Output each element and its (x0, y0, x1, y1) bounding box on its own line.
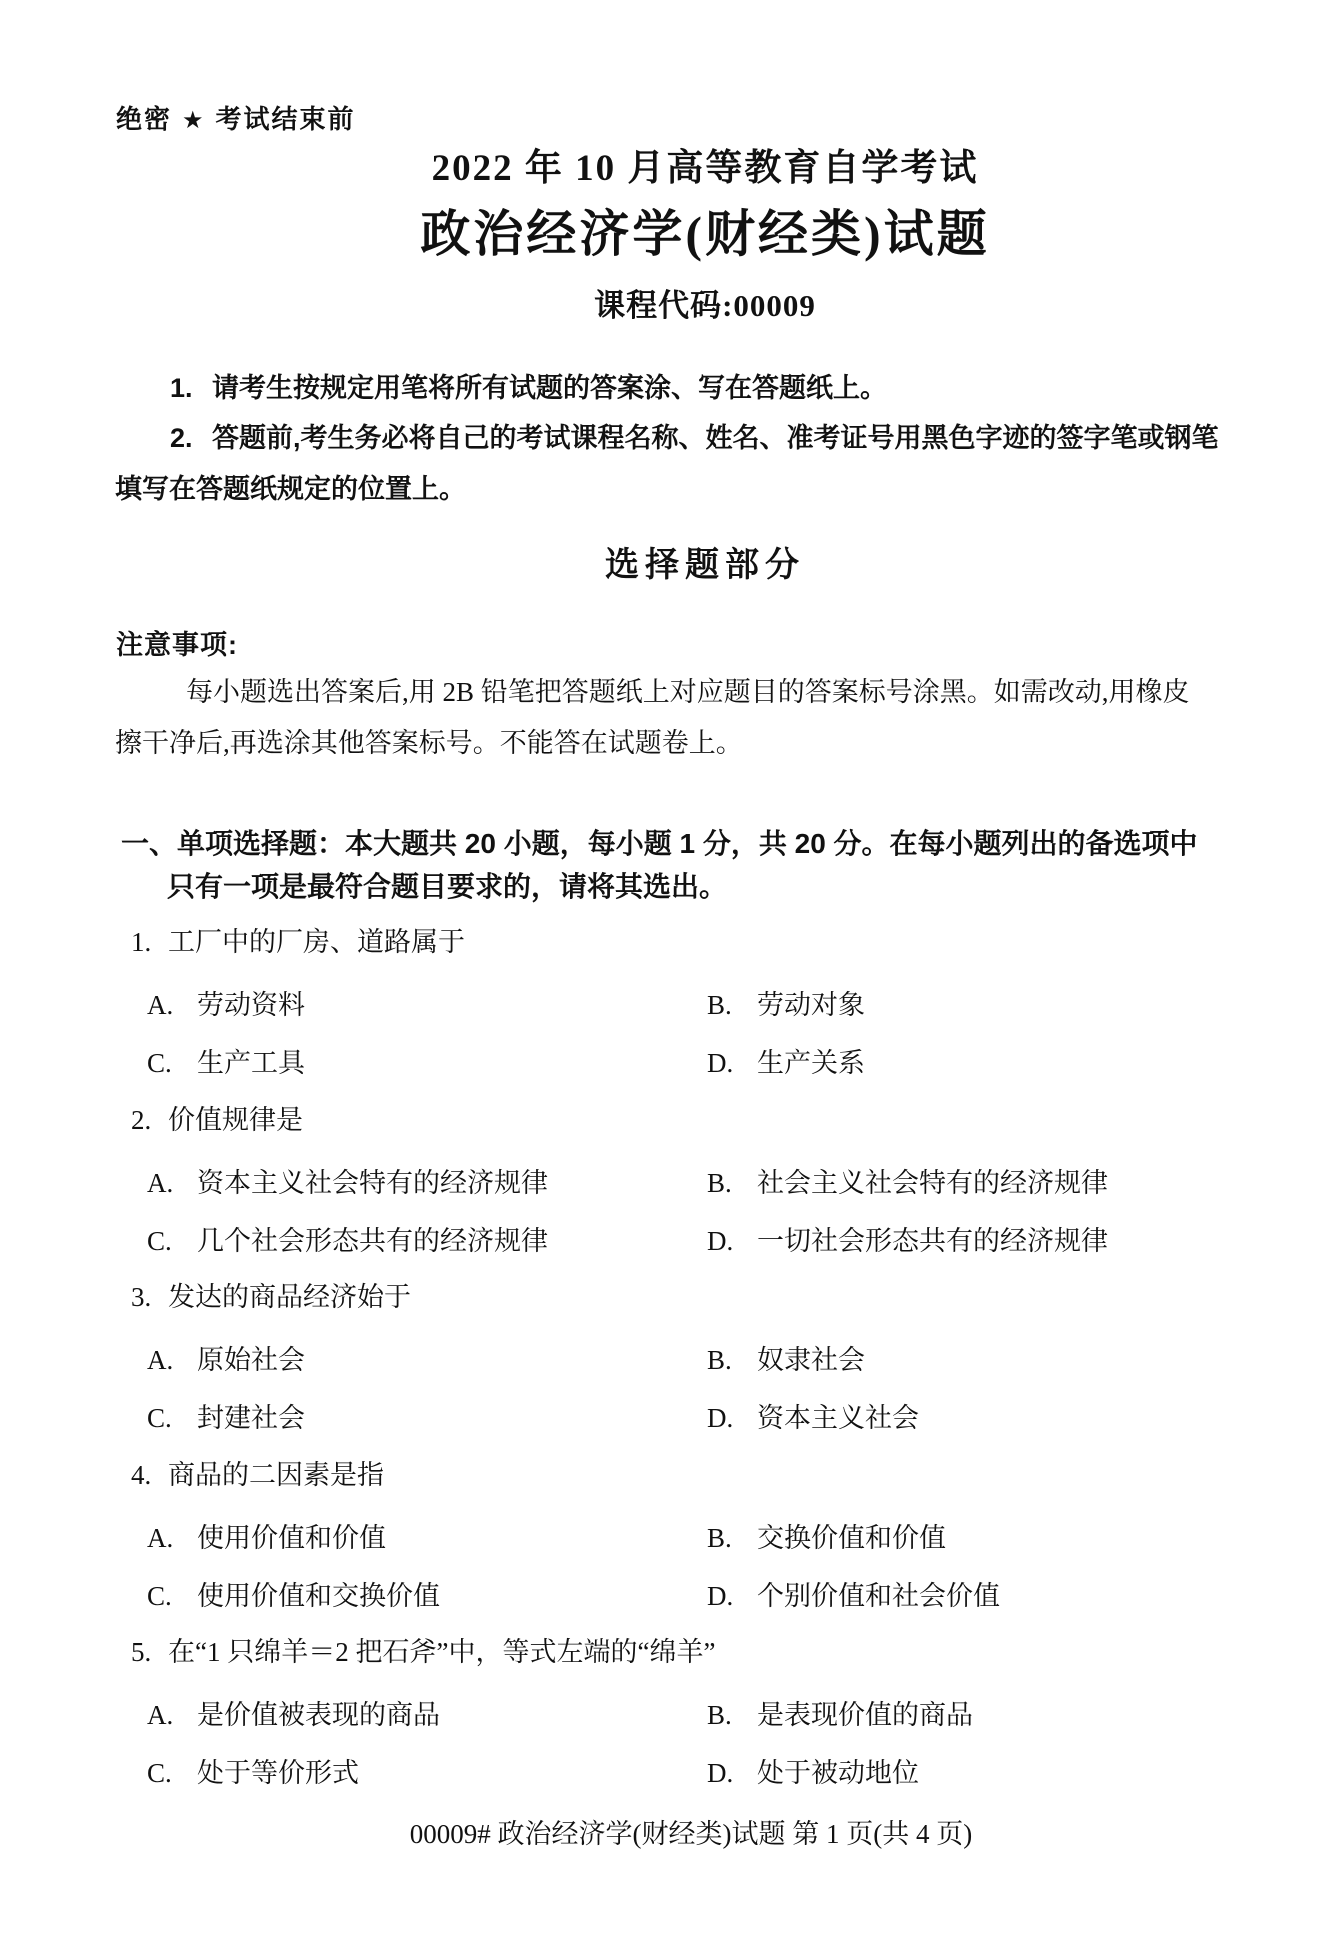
option-a (147, 989, 305, 1023)
option-label: A. (147, 990, 174, 1020)
option-row (0, 1047, 1340, 1087)
instruction-2-number: 2. (170, 423, 193, 453)
option-d (707, 1225, 1108, 1259)
question-stem (131, 926, 465, 960)
question-text: 价值规律是 (168, 1105, 303, 1135)
option-a (147, 1344, 305, 1378)
exam-session-title: 2022 年 10 月高等教育自学考试 (431, 148, 979, 189)
option-label: C. (147, 1403, 172, 1433)
question-stem (131, 1104, 303, 1138)
security-suffix: 考试结束前 (215, 104, 356, 134)
option-c (147, 1580, 440, 1614)
option-c (147, 1402, 305, 1436)
paper-title: 政治经济学(财经类)试题 (420, 206, 990, 262)
option-d (707, 1580, 1000, 1614)
question-stem (131, 1636, 715, 1670)
option-row (0, 1225, 1340, 1265)
option-label: C. (147, 1581, 172, 1611)
option-b (707, 1167, 1108, 1201)
option-text: 处于被动地位 (757, 1758, 919, 1788)
option-label: D. (707, 1226, 734, 1256)
option-text: 生产关系 (757, 1048, 865, 1078)
option-a (147, 1522, 386, 1556)
option-label: A. (147, 1523, 174, 1553)
instruction-1-number: 1. (170, 373, 193, 403)
notes-line-1: 每小题选出答案后,用 2B 铅笔把答题纸上对应题目的答案标号涂黑。如需改动,用橡皮 (186, 677, 1190, 707)
option-text: 使用价值和价值 (197, 1523, 386, 1553)
question-4 (0, 1459, 1340, 1637)
option-label: B. (707, 990, 732, 1020)
option-text: 劳动资料 (197, 990, 305, 1020)
star-icon: ★ (182, 107, 206, 134)
section-title: 选择题部分 (605, 546, 805, 584)
option-c (147, 1757, 359, 1791)
option-label: C. (147, 1226, 172, 1256)
option-row (0, 1402, 1340, 1442)
question-text: 商品的二因素是指 (168, 1460, 384, 1490)
question-number: 3. (131, 1282, 152, 1312)
question-3 (0, 1281, 1340, 1459)
option-row (0, 1344, 1340, 1384)
option-text: 个别价值和社会价值 (757, 1581, 1000, 1611)
option-a (147, 1699, 440, 1733)
option-label: D. (707, 1758, 734, 1788)
instruction-2-text-line-1: 答题前,考生务必将自己的考试课程名称、姓名、准考证号用黑色字迹的签字笔或钢笔 (212, 423, 1219, 453)
option-label: A. (147, 1168, 174, 1198)
option-d (707, 1402, 919, 1436)
option-row (0, 1757, 1340, 1797)
option-b (707, 1344, 865, 1378)
question-number: 4. (131, 1460, 152, 1490)
course-code: 课程代码:00009 (594, 288, 816, 323)
option-d (707, 1757, 919, 1791)
option-label: C. (147, 1048, 172, 1078)
option-text: 交换价值和价值 (757, 1523, 946, 1553)
instruction-item-1 (170, 372, 887, 406)
notes-line-2: 擦干净后,再选涂其他答案标号。不能答在试题卷上。 (115, 728, 743, 758)
instruction-item-2-line-2: 填写在答题纸规定的位置上。 (115, 474, 466, 504)
option-b (707, 1522, 946, 1556)
security-label: 绝密 (116, 104, 173, 134)
option-text: 是表现价值的商品 (757, 1700, 973, 1730)
option-c (147, 1047, 305, 1081)
part-one-heading-line-1: 一、单项选择题：本大题共 20 小题，每小题 1 分，共 20 分。在每小题列出的备选项中 (121, 828, 1198, 859)
instruction-item-2-line-1 (170, 422, 1219, 456)
option-label: B. (707, 1168, 732, 1198)
option-text: 资本主义社会 (757, 1403, 919, 1433)
question-number: 5. (131, 1637, 152, 1667)
option-text: 社会主义社会特有的经济规律 (757, 1168, 1108, 1198)
option-text: 资本主义社会特有的经济规律 (197, 1168, 548, 1198)
option-label: D. (707, 1581, 734, 1611)
option-text: 是价值被表现的商品 (197, 1700, 440, 1730)
option-text: 使用价值和交换价值 (197, 1581, 440, 1611)
option-row (0, 1699, 1340, 1739)
option-label: D. (707, 1048, 734, 1078)
notes-label: 注意事项: (116, 630, 238, 660)
option-label: D. (707, 1403, 734, 1433)
option-a (147, 1167, 548, 1201)
question-number: 1. (131, 927, 152, 957)
question-stem (131, 1459, 384, 1493)
option-label: A. (147, 1700, 174, 1730)
option-text: 一切社会形态共有的经济规律 (757, 1226, 1108, 1256)
security-classification (116, 103, 356, 136)
question-number: 2. (131, 1105, 152, 1135)
option-text: 处于等价形式 (197, 1758, 359, 1788)
option-b (707, 1699, 973, 1733)
question-1 (0, 926, 1340, 1104)
question-5 (0, 1636, 1340, 1814)
option-label: C. (147, 1758, 172, 1788)
option-row (0, 1167, 1340, 1207)
part-one-heading-line-2: 只有一项是最符合题目要求的，请将其选出。 (167, 871, 728, 902)
option-text: 劳动对象 (757, 990, 865, 1020)
option-text: 奴隶社会 (757, 1345, 865, 1375)
option-b (707, 989, 865, 1023)
question-stem (131, 1281, 411, 1315)
instruction-1-text: 请考生按规定用笔将所有试题的答案涂、写在答题纸上。 (212, 373, 887, 403)
option-text: 生产工具 (197, 1048, 305, 1078)
option-label: B. (707, 1523, 732, 1553)
page-footer: 00009# 政治经济学(财经类)试题 第 1 页(共 4 页) (409, 1819, 973, 1849)
question-text: 发达的商品经济始于 (168, 1282, 411, 1312)
option-row (0, 1522, 1340, 1562)
option-label: B. (707, 1345, 732, 1375)
option-label: A. (147, 1345, 174, 1375)
option-label: B. (707, 1700, 732, 1730)
question-2 (0, 1104, 1340, 1282)
option-text: 几个社会形态共有的经济规律 (197, 1226, 548, 1256)
option-c (147, 1225, 548, 1259)
option-text: 原始社会 (197, 1345, 305, 1375)
question-text: 工厂中的厂房、道路属于 (168, 927, 465, 957)
option-text: 封建社会 (197, 1403, 305, 1433)
option-row (0, 989, 1340, 1029)
option-d (707, 1047, 865, 1081)
question-text: 在“1 只绵羊＝2 把石斧”中，等式左端的“绵羊” (168, 1637, 716, 1667)
option-row (0, 1580, 1340, 1620)
